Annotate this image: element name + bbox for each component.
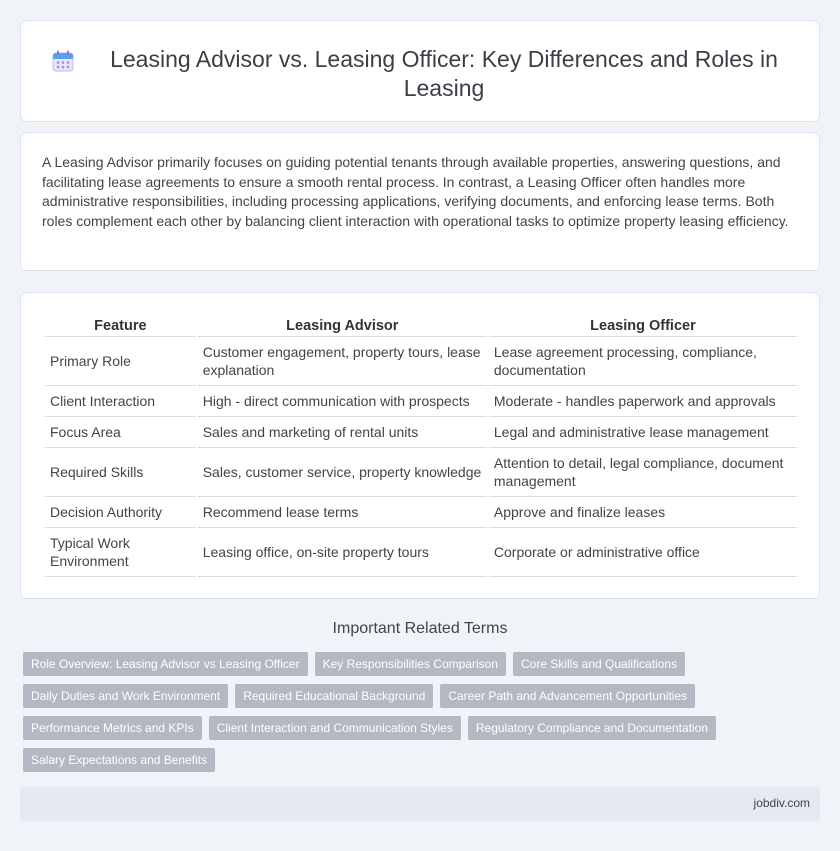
related-terms-tags	[23, 652, 823, 772]
advisor-cell: Leasing office, on-site property tours	[198, 528, 487, 577]
comparison-card	[20, 292, 820, 599]
related-tag[interactable]: Performance Metrics and KPIs	[23, 716, 202, 740]
table-row	[45, 497, 797, 528]
table-row	[45, 528, 797, 577]
officer-cell: Attention to detail, legal compliance, document management	[489, 448, 797, 497]
footer-site-link[interactable]: jobdiv.com	[753, 796, 810, 810]
advisor-cell: Customer engagement, property tours, lease explanation	[198, 337, 487, 386]
intro-card	[20, 132, 820, 271]
header-card	[20, 20, 820, 122]
feature-cell: Client Interaction	[45, 386, 196, 417]
header-leasing-advisor: Leasing Advisor	[198, 315, 487, 337]
officer-cell: Lease agreement processing, compliance, documentation	[489, 337, 797, 386]
related-tag[interactable]: Key Responsibilities Comparison	[315, 652, 506, 676]
page-title: Leasing Advisor vs. Leasing Officer: Key Differences and Roles in Leasing	[110, 46, 778, 101]
comparison-table	[43, 315, 799, 577]
intro-paragraph: A Leasing Advisor primarily focuses on guiding potential tenants through available properties, answering questions, and facilitating lease agreements to ensure a smooth rental process. In contrast, a Leasing Officer often handles more administrative responsibilities, including processing applications, verifying documents, and enforcing lease terms. Both roles complement each other by balancing client interaction with operational tasks to optimize property leasing efficiency.	[42, 154, 789, 229]
related-tag[interactable]: Daily Duties and Work Environment	[23, 684, 228, 708]
related-tag[interactable]: Regulatory Compliance and Documentation	[468, 716, 716, 740]
advisor-cell: Sales and marketing of rental units	[198, 417, 487, 448]
related-tag[interactable]: Salary Expectations and Benefits	[23, 748, 215, 772]
table-row	[45, 417, 797, 448]
feature-cell: Required Skills	[45, 448, 196, 497]
header-feature: Feature	[45, 315, 196, 337]
advisor-cell: Recommend lease terms	[198, 497, 487, 528]
feature-cell: Primary Role	[45, 337, 196, 386]
related-tag[interactable]: Required Educational Background	[235, 684, 433, 708]
related-tag[interactable]: Career Path and Advancement Opportunities	[440, 684, 695, 708]
officer-cell: Corporate or administrative office	[489, 528, 797, 577]
footer	[20, 787, 820, 821]
related-terms-title: Important Related Terms	[332, 620, 508, 637]
table-header-row	[45, 315, 797, 337]
officer-cell: Approve and finalize leases	[489, 497, 797, 528]
advisor-cell: Sales, customer service, property knowledge	[198, 448, 487, 497]
related-tag[interactable]: Core Skills and Qualifications	[513, 652, 685, 676]
officer-cell: Moderate - handles paperwork and approvals	[489, 386, 797, 417]
officer-cell: Legal and administrative lease management	[489, 417, 797, 448]
table-row	[45, 448, 797, 497]
feature-cell: Focus Area	[45, 417, 196, 448]
calendar-icon	[51, 49, 75, 73]
advisor-cell: High - direct communication with prospects	[198, 386, 487, 417]
related-tag[interactable]: Client Interaction and Communication Styles	[209, 716, 461, 740]
table-row	[45, 386, 797, 417]
table-row	[45, 337, 797, 386]
feature-cell: Decision Authority	[45, 497, 196, 528]
feature-cell: Typical Work Environment	[45, 528, 196, 577]
header-leasing-officer: Leasing Officer	[489, 315, 797, 337]
related-tag[interactable]: Role Overview: Leasing Advisor vs Leasing Officer	[23, 652, 308, 676]
